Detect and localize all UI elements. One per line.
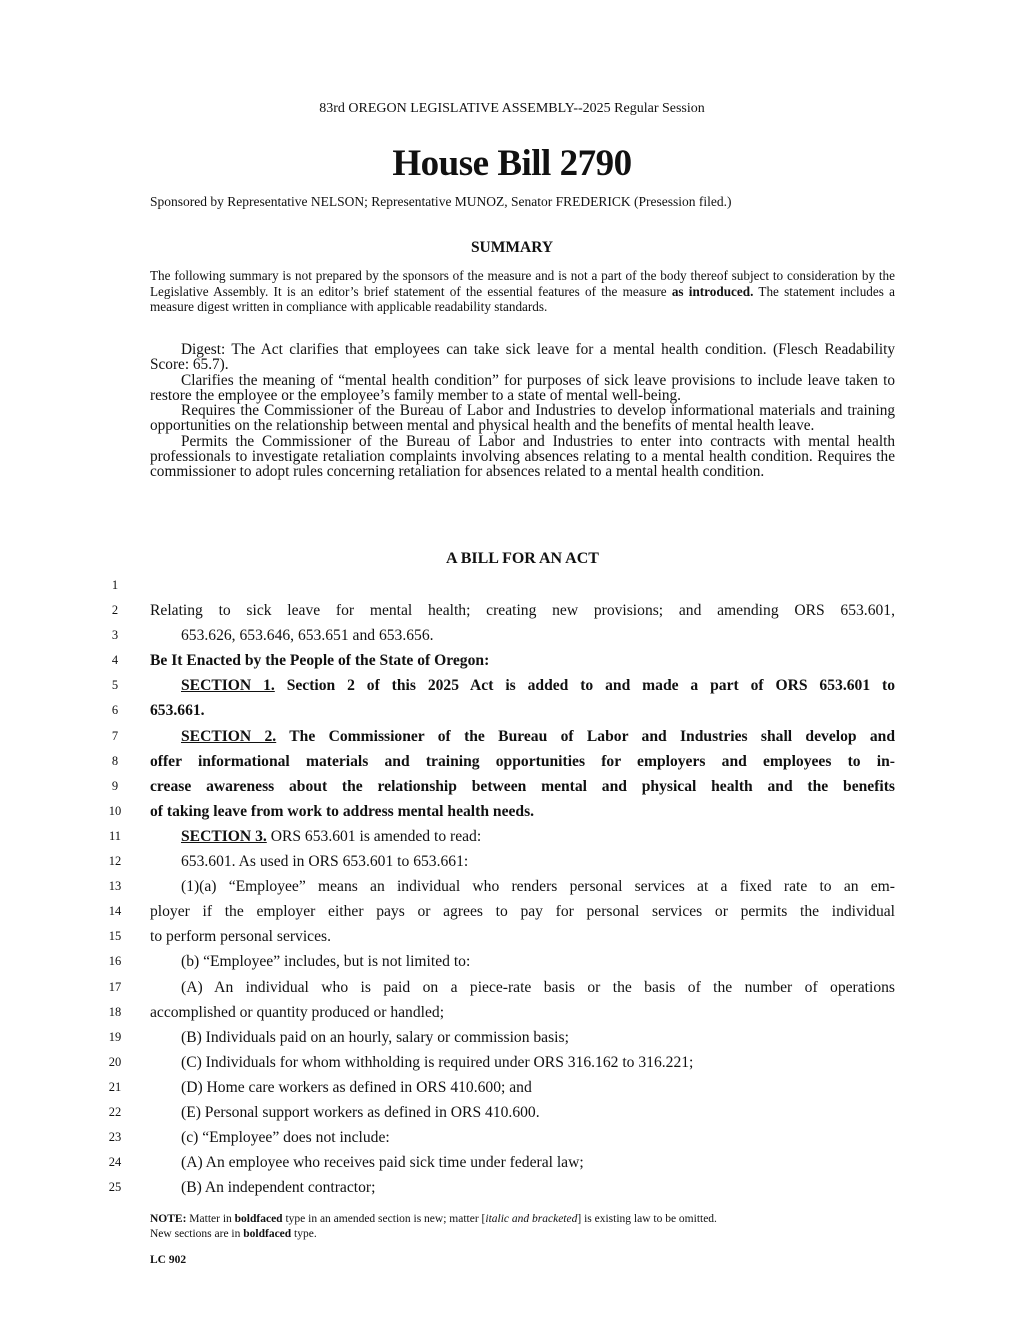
summary-text [150,268,895,315]
section-3-label: SECTION 3. [181,827,267,845]
bill-line [0,849,1024,874]
line-text: crease awareness about the relationship between mental and physical health and the benefits [150,777,895,795]
line-number: 16 [108,954,122,969]
line-text: (E) Personal support workers as defined in ORS 410.600. [181,1103,540,1121]
line-text [150,673,895,698]
line-number: 25 [108,1180,122,1195]
line-text: (b) “Employee” includes, but is not limited to: [181,953,471,971]
line-text: accomplished or quantity produced or handled; [150,1003,445,1021]
line-number: 24 [108,1155,122,1170]
session-header: 83rd OREGON LEGISLATIVE ASSEMBLY--2025 Regular Session [319,101,705,116]
note-label: NOTE: [150,1213,187,1225]
line-number: 4 [111,653,119,668]
bill-line [0,874,1024,899]
bill-line [0,724,1024,749]
line-number: 12 [108,854,122,869]
enacting-clause: Be It Enacted by the People of the State of Oregon: [150,652,490,670]
section-3-text: ORS 653.601 is amended to read: [266,827,482,845]
bill-line [0,949,1024,974]
line-number: 5 [111,678,119,693]
bill-line [0,673,1024,698]
line-text: (D) Home care workers as defined in ORS 410.600; and [181,1078,532,1096]
line-text: of taking leave from work to address mental health needs. [150,802,535,820]
line-number: 19 [108,1029,122,1044]
line-text: (c) “Employee” does not include: [181,1129,390,1147]
line-number: 7 [111,728,119,743]
sponsors-line: Sponsored by Representative NELSON; Representative MUNOZ, Senator FREDERICK (Presession filed.) [150,194,732,209]
bill-line [0,924,1024,949]
line-text: (B) Individuals paid on an hourly, salary or commission basis; [181,1028,569,1046]
bill-title: House Bill 2790 [392,143,632,184]
bill-line [0,1150,1024,1175]
section-1-text: Section 2 of this 2025 Act is added to and made a part of ORS 653.601 to [274,677,895,695]
bill-body [0,573,1024,1200]
lc-number: LC 902 [150,1254,187,1266]
line-text: (1)(a) “Employee” means an individual who renders personal services at a fixed rate to an em- [181,878,895,896]
digest-paragraph: Permits the Commissioner of the Bureau of Labor and Industries to enter into contracts with mental health professionals to investigate retaliation complaints involving absences relating to a mental health condition. Requires the commissioner to adopt rules concerning retaliation for absences related to a mental health condition. [150,432,895,481]
section-1-label: SECTION 1. [181,677,275,695]
line-number: 21 [108,1079,122,1094]
line-number: 23 [108,1130,122,1145]
line-text: 653.626, 653.646, 653.651 and 653.656. [181,627,434,645]
line-number: 15 [108,929,122,944]
note-text: New sections are in [150,1228,244,1240]
line-text: 653.661. [150,702,205,720]
bill-line [0,1125,1024,1150]
note-bold: boldfaced [243,1228,292,1240]
line-text: (C) Individuals for whom withholding is required under ORS 316.162 to 316.221; [181,1053,694,1071]
line-number: 22 [108,1104,122,1119]
line-number: 13 [108,879,122,894]
bill-line [0,598,1024,623]
digest-paragraph: Requires the Commissioner of the Bureau of Labor and Industries to develop informational materials and training opportunities on the relationship between mental and physical health and the benefits of mental health leave. [150,402,895,435]
line-number: 9 [111,778,119,793]
line-text: offer informational materials and training opportunities for employers and employees to in- [150,752,895,770]
bill-line [0,799,1024,824]
bill-line [0,573,1024,598]
note-italic: italic and bracketed [485,1213,578,1225]
line-text: to perform personal services. [150,928,331,946]
bill-line [0,623,1024,648]
line-number: 8 [111,753,119,768]
line-number: 14 [108,904,122,919]
summary-heading: SUMMARY [470,239,554,256]
section-2-text: The Commissioner of the Bureau of Labor and Industries shall develop and [276,727,895,745]
footer-note [150,1212,895,1242]
bill-line [0,774,1024,799]
summary-text-bold: as introduced. [671,283,754,299]
bill-heading: A BILL FOR AN ACT [446,550,599,567]
line-text [150,824,895,849]
line-text: (A) An employee who receives paid sick time under federal law; [181,1154,584,1172]
bill-line [0,824,1024,849]
line-number: 11 [108,828,122,843]
line-number: 6 [111,703,119,718]
bill-line [0,1100,1024,1125]
bill-line [0,1000,1024,1025]
line-number: 18 [108,1004,122,1019]
line-number: 3 [111,628,119,643]
note-text: ] is existing law to be omitted. [577,1213,717,1225]
line-text: (B) An independent contractor; [181,1179,376,1197]
bill-line [0,975,1024,1000]
line-text [150,724,895,749]
line-number: 1 [111,578,119,592]
line-number: 2 [111,603,119,618]
bill-line [0,1025,1024,1050]
line-text: 653.601. As used in ORS 653.601 to 653.661: [181,853,469,871]
bill-line [0,1075,1024,1100]
line-text: ployer if the employer either pays or agrees to pay for personal services or permits the individual [150,903,895,921]
line-text: (A) An individual who is paid on a piece-rate basis or the basis of the number of operations [181,978,895,996]
bill-line [0,648,1024,673]
line-number: 10 [108,803,122,818]
bill-line [0,1050,1024,1075]
bill-line [0,749,1024,774]
section-2-label: SECTION 2. [181,727,277,745]
line-text: Relating to sick leave for mental health; creating new provisions; and amending ORS 653.601, [150,602,895,620]
note-text: type in an amended section is new; matter [ [282,1213,486,1225]
note-text: Matter in [186,1213,235,1225]
bill-line [0,899,1024,924]
line-number: 20 [108,1054,122,1069]
summary-text-b: The statement includes a measure digest written in compliance with applicable readability standards. [150,283,895,315]
bill-line [0,1175,1024,1200]
line-number: 17 [108,979,122,994]
bill-line [0,698,1024,723]
summary-text-a: The following summary is not prepared by the sponsors of the measure and is not a part of the body thereof subject to consideration by the Legislative Assembly. It is an editor’s brief statement of the essential features of the measure [150,268,895,299]
note-bold: boldfaced [234,1213,283,1225]
digest-paragraph: Digest: The Act clarifies that employees can take sick leave for a mental health condition. (Flesch Readability Score: 65.7). [150,341,895,374]
note-text: type. [291,1228,317,1240]
digest [150,342,895,480]
digest-paragraph: Clarifies the meaning of “mental health condition” for purposes of sick leave provisions to include leave taken to restore the employee or the employee’s family member to a state of mental well-being. [150,371,895,404]
